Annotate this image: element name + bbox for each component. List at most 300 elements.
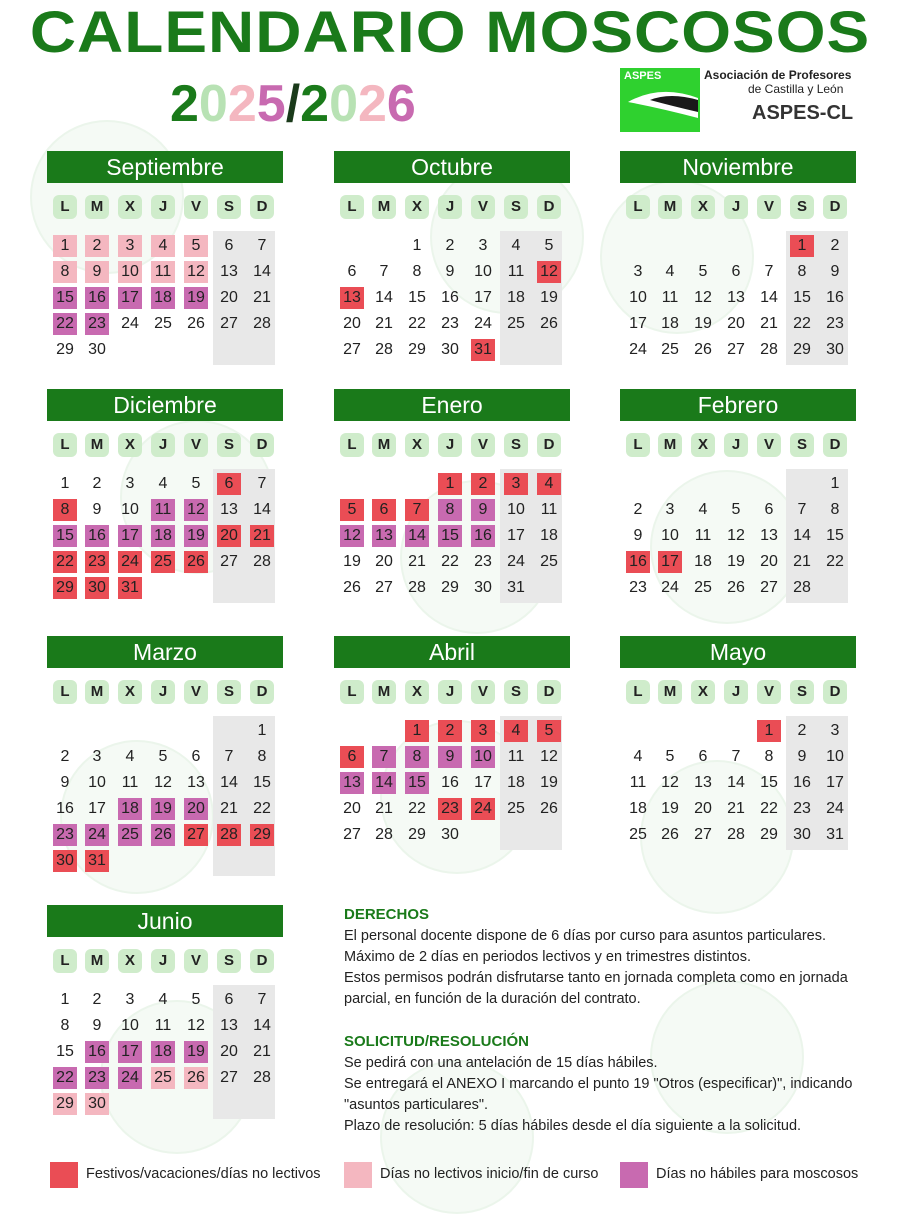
day-cell: 24 bbox=[118, 1067, 142, 1089]
weekday-label: V bbox=[184, 433, 208, 457]
day-cell: 28 bbox=[408, 579, 426, 596]
day-cell: 16 bbox=[626, 551, 650, 573]
day-cell: 5 bbox=[731, 501, 741, 518]
day-cell: 15 bbox=[53, 287, 77, 309]
day-cell: 7 bbox=[257, 475, 267, 492]
day-cell: 5 bbox=[191, 475, 201, 492]
month-header: Septiembre bbox=[47, 151, 283, 183]
weekday-header bbox=[47, 421, 283, 461]
legend-label: Días no lectivos inicio/fin de curso bbox=[380, 1166, 599, 1182]
year-char: 0 bbox=[198, 75, 228, 133]
day-cell: 24 bbox=[118, 551, 142, 573]
watermark-logo bbox=[650, 470, 804, 624]
day-cell: 17 bbox=[658, 551, 682, 573]
day-cell: 16 bbox=[471, 525, 495, 547]
weekday-label: D bbox=[250, 949, 274, 973]
day-cell: 22 bbox=[53, 313, 77, 335]
month-abril bbox=[334, 636, 570, 843]
day-cell: 1 bbox=[830, 475, 840, 492]
day-cell: 18 bbox=[540, 527, 558, 544]
day-cell: 9 bbox=[60, 774, 70, 791]
weekday-header bbox=[47, 668, 283, 708]
day-cell: 3 bbox=[125, 475, 135, 492]
month-header: Diciembre bbox=[47, 389, 283, 421]
day-cell: 17 bbox=[474, 289, 492, 306]
weekday-label: L bbox=[53, 680, 77, 704]
day-cell: 31 bbox=[85, 850, 109, 872]
day-cell: 3 bbox=[471, 720, 495, 742]
day-cell: 31 bbox=[507, 579, 525, 596]
day-cell: 8 bbox=[257, 748, 267, 765]
day-cell: 18 bbox=[629, 800, 647, 817]
day-cell: 8 bbox=[60, 1017, 70, 1034]
weekday-label: J bbox=[151, 195, 175, 219]
day-cell: 1 bbox=[412, 237, 422, 254]
day-cell: 25 bbox=[507, 800, 525, 817]
day-cell: 4 bbox=[511, 237, 521, 254]
day-cell: 24 bbox=[629, 341, 647, 358]
day-cell: 2 bbox=[445, 237, 455, 254]
weekday-label: L bbox=[626, 195, 650, 219]
day-cell: 13 bbox=[340, 772, 364, 794]
day-cell: 25 bbox=[540, 553, 558, 570]
weekday-label: L bbox=[626, 680, 650, 704]
day-cell: 28 bbox=[253, 553, 271, 570]
day-cell: 30 bbox=[793, 826, 811, 843]
day-cell: 16 bbox=[441, 289, 459, 306]
day-cell: 12 bbox=[537, 261, 561, 283]
day-cell: 1 bbox=[757, 720, 781, 742]
day-cell: 8 bbox=[53, 499, 77, 521]
day-cell: 21 bbox=[375, 800, 393, 817]
day-cell: 13 bbox=[187, 774, 205, 791]
month-octubre bbox=[334, 151, 570, 358]
year-char: 2 bbox=[227, 75, 257, 133]
month-septiembre bbox=[47, 151, 283, 358]
day-cell: 24 bbox=[471, 798, 495, 820]
day-cell: 14 bbox=[253, 263, 271, 280]
day-cell: 6 bbox=[191, 748, 201, 765]
year-char: 5 bbox=[256, 75, 286, 133]
day-cell: 23 bbox=[474, 553, 492, 570]
month-header: Octubre bbox=[334, 151, 570, 183]
day-cell: 16 bbox=[793, 774, 811, 791]
day-cell: 8 bbox=[412, 263, 422, 280]
weekday-label: D bbox=[823, 433, 847, 457]
day-cell: 22 bbox=[793, 315, 811, 332]
day-cell: 29 bbox=[53, 1093, 77, 1115]
day-cell: 14 bbox=[253, 1017, 271, 1034]
day-cell: 20 bbox=[760, 553, 778, 570]
day-cell: 6 bbox=[217, 473, 241, 495]
day-cell: 22 bbox=[253, 800, 271, 817]
day-cell: 15 bbox=[53, 525, 77, 547]
weekday-label: X bbox=[691, 680, 715, 704]
day-cell: 28 bbox=[793, 579, 811, 596]
day-cell: 2 bbox=[60, 748, 70, 765]
day-cell: 14 bbox=[253, 501, 271, 518]
day-cell: 27 bbox=[760, 579, 778, 596]
weekday-label: D bbox=[823, 680, 847, 704]
legend-swatch-pink bbox=[344, 1162, 372, 1188]
day-cell: 23 bbox=[438, 798, 462, 820]
day-cell: 1 bbox=[405, 720, 429, 742]
weekday-label: V bbox=[184, 195, 208, 219]
day-cell: 28 bbox=[253, 1069, 271, 1086]
day-cell: 26 bbox=[661, 826, 679, 843]
day-cell: 30 bbox=[53, 850, 77, 872]
aspes-logo bbox=[620, 68, 852, 134]
month-diciembre bbox=[47, 389, 283, 596]
day-cell: 30 bbox=[441, 341, 459, 358]
month-header: Noviembre bbox=[620, 151, 856, 183]
day-cell: 17 bbox=[629, 315, 647, 332]
day-cell: 20 bbox=[220, 1043, 238, 1060]
day-cell: 20 bbox=[375, 553, 393, 570]
weekday-label: D bbox=[537, 680, 561, 704]
day-cell: 29 bbox=[408, 826, 426, 843]
weekday-header bbox=[334, 183, 570, 223]
day-cell: 16 bbox=[826, 289, 844, 306]
day-cell: 17 bbox=[118, 287, 142, 309]
day-cell: 20 bbox=[343, 315, 361, 332]
day-cell: 13 bbox=[340, 287, 364, 309]
page-title: CALENDARIO MOSCOSOS bbox=[29, 0, 871, 66]
day-cell: 21 bbox=[760, 315, 778, 332]
day-cell: 14 bbox=[727, 774, 745, 791]
day-cell: 28 bbox=[217, 824, 241, 846]
day-cell: 19 bbox=[694, 315, 712, 332]
weekday-label: L bbox=[53, 949, 77, 973]
day-cell: 22 bbox=[441, 553, 459, 570]
day-cell: 20 bbox=[694, 800, 712, 817]
day-cell: 26 bbox=[694, 341, 712, 358]
derechos-line: El personal docente dispone de 6 días por curso para asuntos particulares. bbox=[344, 928, 827, 944]
weekday-label: J bbox=[438, 433, 462, 457]
weekday-label: J bbox=[438, 195, 462, 219]
day-cell: 25 bbox=[694, 579, 712, 596]
day-cell: 29 bbox=[250, 824, 274, 846]
derechos-section bbox=[344, 904, 884, 1010]
day-cell: 6 bbox=[698, 748, 708, 765]
day-cell: 24 bbox=[507, 553, 525, 570]
day-cell: 17 bbox=[507, 527, 525, 544]
weekday-label: J bbox=[724, 433, 748, 457]
day-cell: 13 bbox=[694, 774, 712, 791]
day-cell: 19 bbox=[727, 553, 745, 570]
day-cell: 4 bbox=[125, 748, 135, 765]
day-cell: 5 bbox=[158, 748, 168, 765]
day-cell: 8 bbox=[764, 748, 774, 765]
logo-badge-text: ASPES bbox=[624, 70, 662, 82]
weekday-label: M bbox=[372, 680, 396, 704]
day-cell: 1 bbox=[60, 475, 70, 492]
day-cell: 22 bbox=[760, 800, 778, 817]
day-cell: 18 bbox=[151, 1041, 175, 1063]
weekday-label: M bbox=[658, 195, 682, 219]
day-cell: 20 bbox=[343, 800, 361, 817]
weekday-label: S bbox=[217, 949, 241, 973]
weekday-label: M bbox=[658, 433, 682, 457]
day-cell: 15 bbox=[760, 774, 778, 791]
year-char: / bbox=[285, 75, 301, 133]
day-cell: 26 bbox=[187, 315, 205, 332]
day-cell: 3 bbox=[633, 263, 643, 280]
day-cell: 3 bbox=[92, 748, 102, 765]
day-cell: 10 bbox=[826, 748, 844, 765]
month-marzo bbox=[47, 636, 283, 869]
day-cell: 6 bbox=[224, 991, 234, 1008]
day-cell: 9 bbox=[92, 501, 102, 518]
derechos-line: parcial, en función de la duración del contrato. bbox=[344, 991, 641, 1007]
day-cell: 28 bbox=[375, 341, 393, 358]
year-char: 0 bbox=[329, 75, 358, 133]
day-cell: 17 bbox=[826, 774, 844, 791]
weekday-label: J bbox=[438, 680, 462, 704]
day-cell: 22 bbox=[408, 315, 426, 332]
weekday-label: L bbox=[626, 433, 650, 457]
day-cell: 31 bbox=[471, 339, 495, 361]
day-cell: 4 bbox=[633, 748, 643, 765]
day-cell: 19 bbox=[184, 1041, 208, 1063]
day-cell: 9 bbox=[830, 263, 840, 280]
day-cell: 16 bbox=[85, 287, 109, 309]
day-cell: 24 bbox=[661, 579, 679, 596]
day-cell: 3 bbox=[118, 235, 142, 257]
day-cell: 2 bbox=[471, 473, 495, 495]
day-cell: 6 bbox=[224, 237, 234, 254]
day-cell: 18 bbox=[507, 289, 525, 306]
weekday-label: X bbox=[691, 195, 715, 219]
day-cell: 15 bbox=[793, 289, 811, 306]
legend-label: Festivos/vacaciones/días no lectivos bbox=[86, 1166, 321, 1182]
day-cell: 4 bbox=[665, 263, 675, 280]
day-cell: 22 bbox=[53, 1067, 77, 1089]
weekday-label: M bbox=[372, 195, 396, 219]
weekday-label: V bbox=[757, 433, 781, 457]
day-cell: 6 bbox=[372, 499, 396, 521]
day-cell: 2 bbox=[92, 475, 102, 492]
day-cell: 15 bbox=[253, 774, 271, 791]
year-char: 2 bbox=[357, 75, 387, 133]
solicitud-line: "asuntos particulares". bbox=[344, 1097, 489, 1113]
day-cell: 23 bbox=[85, 551, 109, 573]
day-cell: 23 bbox=[441, 315, 459, 332]
legend-label: Días no hábiles para moscosos bbox=[656, 1166, 859, 1182]
day-cell: 10 bbox=[118, 261, 142, 283]
day-cell: 2 bbox=[92, 991, 102, 1008]
weekday-label: M bbox=[85, 433, 109, 457]
day-cell: 2 bbox=[633, 501, 643, 518]
weekday-label: D bbox=[250, 433, 274, 457]
day-cell: 13 bbox=[372, 525, 396, 547]
day-cell: 23 bbox=[629, 579, 647, 596]
day-cell: 26 bbox=[343, 579, 361, 596]
day-cell: 24 bbox=[85, 824, 109, 846]
month-header: Junio bbox=[47, 905, 283, 937]
day-cell: 12 bbox=[154, 774, 172, 791]
weekday-label: S bbox=[790, 433, 814, 457]
day-cell: 30 bbox=[85, 577, 109, 599]
day-cell: 3 bbox=[478, 237, 488, 254]
weekday-label: S bbox=[504, 195, 528, 219]
day-cell: 23 bbox=[53, 824, 77, 846]
day-cell: 10 bbox=[661, 527, 679, 544]
day-cell: 6 bbox=[347, 263, 357, 280]
day-cell: 18 bbox=[151, 287, 175, 309]
day-cell: 14 bbox=[760, 289, 778, 306]
day-cell: 21 bbox=[375, 315, 393, 332]
day-cell: 4 bbox=[151, 235, 175, 257]
day-cell: 28 bbox=[727, 826, 745, 843]
month-noviembre bbox=[620, 151, 856, 358]
day-cell: 17 bbox=[88, 800, 106, 817]
day-cell: 11 bbox=[154, 1017, 172, 1034]
weekday-header bbox=[47, 937, 283, 977]
month-header: Febrero bbox=[620, 389, 856, 421]
day-cell: 12 bbox=[727, 527, 745, 544]
weekday-header bbox=[620, 183, 856, 223]
day-cell: 25 bbox=[661, 341, 679, 358]
day-cell: 9 bbox=[438, 746, 462, 768]
day-cell: 14 bbox=[405, 525, 429, 547]
day-cell: 27 bbox=[220, 315, 238, 332]
weekday-header bbox=[334, 668, 570, 708]
day-cell: 27 bbox=[727, 341, 745, 358]
day-cell: 4 bbox=[158, 475, 168, 492]
weekday-label: V bbox=[757, 680, 781, 704]
day-cell: 13 bbox=[220, 263, 238, 280]
weekday-label: L bbox=[53, 195, 77, 219]
day-cell: 9 bbox=[797, 748, 807, 765]
day-cell: 3 bbox=[830, 722, 840, 739]
day-cell: 27 bbox=[343, 341, 361, 358]
day-cell: 10 bbox=[474, 263, 492, 280]
weekday-label: V bbox=[471, 680, 495, 704]
day-cell: 17 bbox=[474, 774, 492, 791]
day-cell: 8 bbox=[797, 263, 807, 280]
weekday-label: J bbox=[724, 680, 748, 704]
day-cell: 30 bbox=[88, 341, 106, 358]
day-cell: 9 bbox=[92, 1017, 102, 1034]
day-cell: 30 bbox=[826, 341, 844, 358]
logo-org-line2: de Castilla y León bbox=[748, 82, 844, 96]
day-cell: 4 bbox=[698, 501, 708, 518]
day-cell: 24 bbox=[121, 315, 139, 332]
day-cell: 8 bbox=[438, 499, 462, 521]
day-cell: 21 bbox=[253, 1043, 271, 1060]
weekday-label: V bbox=[757, 195, 781, 219]
day-cell: 13 bbox=[220, 501, 238, 518]
weekday-label: L bbox=[340, 195, 364, 219]
day-cell: 27 bbox=[375, 579, 393, 596]
weekday-label: V bbox=[471, 433, 495, 457]
day-cell: 5 bbox=[184, 235, 208, 257]
day-cell: 21 bbox=[727, 800, 745, 817]
day-cell: 16 bbox=[441, 774, 459, 791]
day-cell: 4 bbox=[504, 720, 528, 742]
day-cell: 19 bbox=[184, 287, 208, 309]
logo-org-line1: Asociación de Profesores bbox=[704, 68, 852, 82]
weekday-label: V bbox=[471, 195, 495, 219]
day-cell: 5 bbox=[544, 237, 554, 254]
month-febrero bbox=[620, 389, 856, 596]
day-cell: 27 bbox=[184, 824, 208, 846]
day-cell: 10 bbox=[471, 746, 495, 768]
day-cell: 6 bbox=[764, 501, 774, 518]
weekday-label: X bbox=[118, 680, 142, 704]
day-cell: 1 bbox=[790, 235, 814, 257]
month-header: Enero bbox=[334, 389, 570, 421]
day-cell: 16 bbox=[56, 800, 74, 817]
weekday-label: D bbox=[250, 195, 274, 219]
day-cell: 10 bbox=[88, 774, 106, 791]
day-cell: 8 bbox=[830, 501, 840, 518]
day-cell: 5 bbox=[340, 499, 364, 521]
day-cell: 8 bbox=[53, 261, 77, 283]
day-cell: 11 bbox=[151, 261, 175, 283]
day-cell: 18 bbox=[118, 798, 142, 820]
day-cell: 21 bbox=[250, 525, 274, 547]
day-cell: 23 bbox=[85, 313, 109, 335]
weekday-label: M bbox=[85, 949, 109, 973]
day-cell: 19 bbox=[661, 800, 679, 817]
day-cell: 28 bbox=[760, 341, 778, 358]
day-cell: 31 bbox=[826, 826, 844, 843]
day-cell: 26 bbox=[184, 1067, 208, 1089]
day-cell: 12 bbox=[540, 748, 558, 765]
day-cell: 11 bbox=[151, 499, 175, 521]
school-year bbox=[170, 74, 416, 134]
day-cell: 11 bbox=[121, 774, 139, 791]
weekday-label: S bbox=[217, 195, 241, 219]
day-cell: 7 bbox=[257, 237, 267, 254]
day-cell: 30 bbox=[441, 826, 459, 843]
day-cell: 19 bbox=[184, 525, 208, 547]
day-cell: 6 bbox=[340, 746, 364, 768]
day-cell: 21 bbox=[220, 800, 238, 817]
month-header: Abril bbox=[334, 636, 570, 668]
weekday-label: S bbox=[504, 433, 528, 457]
day-cell: 25 bbox=[154, 315, 172, 332]
solicitud-line: Se entregará el ANEXO I marcando el punto 19 "Otros (especificar)", indicando bbox=[344, 1076, 853, 1092]
day-cell: 19 bbox=[151, 798, 175, 820]
day-cell: 29 bbox=[408, 341, 426, 358]
day-cell: 1 bbox=[257, 722, 267, 739]
weekday-header bbox=[334, 421, 570, 461]
weekday-label: D bbox=[537, 433, 561, 457]
month-header: Mayo bbox=[620, 636, 856, 668]
day-cell: 18 bbox=[151, 525, 175, 547]
day-cell: 7 bbox=[257, 991, 267, 1008]
day-cell: 26 bbox=[540, 315, 558, 332]
day-cell: 8 bbox=[405, 746, 429, 768]
day-cell: 2 bbox=[797, 722, 807, 739]
weekday-label: M bbox=[658, 680, 682, 704]
day-cell: 1 bbox=[438, 473, 462, 495]
weekday-label: S bbox=[790, 195, 814, 219]
day-cell: 30 bbox=[474, 579, 492, 596]
day-cell: 1 bbox=[53, 235, 77, 257]
day-cell: 24 bbox=[826, 800, 844, 817]
derechos-line: Máximo de 2 días en periodos lectivos y en trimestres distintos. bbox=[344, 949, 751, 965]
month-mayo bbox=[620, 636, 856, 843]
day-cell: 27 bbox=[220, 553, 238, 570]
day-cell: 3 bbox=[504, 473, 528, 495]
day-cell: 14 bbox=[375, 289, 393, 306]
day-cell: 4 bbox=[158, 991, 168, 1008]
day-cell: 16 bbox=[85, 525, 109, 547]
